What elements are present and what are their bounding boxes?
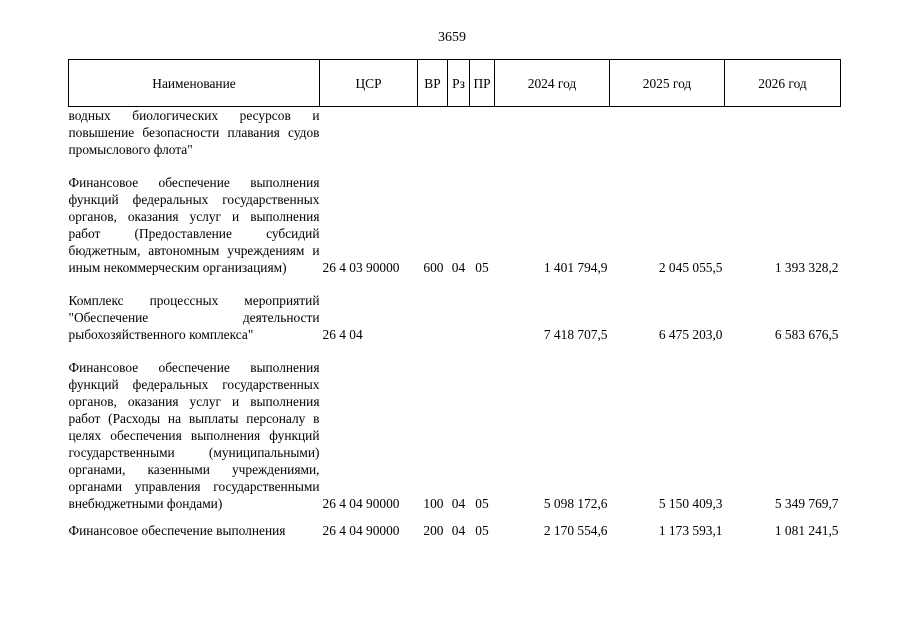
row-2024: 2 170 554,6 — [543, 523, 608, 538]
row-pr: 05 — [475, 496, 489, 511]
column-header-vr: ВР — [418, 60, 448, 107]
table-row — [69, 359, 841, 512]
row-name: Финансовое обеспечение выполнения функций федеральных государственных органов, оказания услуг и выполнения работ (Расходы на выплаты персоналу в целях обеспечения выполнения функций государственными (муниципальными) органами, казенными учреждениями, органами управления государственными внебюджетными фондами) — [68, 360, 320, 511]
row-2024: 7 418 707,5 — [543, 327, 608, 342]
column-header-2025: 2025 год — [610, 60, 725, 107]
row-2024: 5 098 172,6 — [543, 496, 608, 511]
column-header-csr: ЦСР — [320, 60, 418, 107]
row-2026: 6 583 676,5 — [774, 327, 839, 342]
table-row — [69, 292, 841, 343]
row-pr: 05 — [475, 260, 489, 275]
row-spacer — [69, 512, 841, 522]
budget-table — [68, 59, 841, 539]
row-vr: 200 — [423, 523, 444, 538]
row-2025: 2 045 055,5 — [658, 260, 723, 275]
row-2025: 1 173 593,1 — [658, 523, 723, 538]
row-2025 — [610, 107, 725, 159]
table-row — [69, 107, 841, 159]
page-number: 3659 — [438, 30, 466, 45]
row-rz — [448, 292, 470, 343]
row-rz: 04 — [451, 496, 466, 511]
row-2025: 6 475 203,0 — [658, 327, 723, 342]
row-2026: 5 349 769,7 — [774, 496, 839, 511]
table-row — [69, 522, 841, 539]
row-name: Комплекс процессных мероприятий "Обеспечение деятельности рыбохозяйственного комплекса" — [68, 293, 320, 342]
row-pr — [470, 292, 495, 343]
column-header-2026: 2026 год — [725, 60, 841, 107]
row-spacer — [69, 276, 841, 292]
row-2024: 1 401 794,9 — [543, 260, 608, 275]
table-row — [69, 174, 841, 276]
column-header-pr: ПР — [470, 60, 495, 107]
column-header-rz: Рз — [448, 60, 470, 107]
table-header-row — [69, 60, 841, 107]
row-2026: 1 393 328,2 — [774, 260, 839, 275]
row-name: Финансовое обеспечение выполнения — [68, 523, 286, 538]
row-rz: 04 — [451, 260, 466, 275]
row-csr: 26 4 04 90000 — [322, 496, 400, 511]
row-csr — [320, 107, 418, 159]
row-2025: 5 150 409,3 — [658, 496, 723, 511]
row-pr: 05 — [475, 523, 489, 538]
row-csr: 26 4 04 90000 — [322, 523, 400, 538]
column-header-name: Наименование — [69, 60, 320, 107]
row-name: водных биологических ресурсов и повышение безопасности плавания судов промыслового флота" — [68, 108, 320, 157]
row-2024 — [495, 107, 610, 159]
row-vr — [418, 292, 448, 343]
row-csr: 26 4 04 — [322, 327, 363, 342]
row-name: Финансовое обеспечение выполнения функций федеральных государственных органов, оказания услуг и выполнения работ (Предоставление субсидий бюджетным, автономным учреждениям и иным некоммерческим организациям) — [68, 175, 320, 275]
row-2026 — [725, 107, 841, 159]
row-vr — [418, 107, 448, 159]
row-2026: 1 081 241,5 — [774, 523, 839, 538]
row-rz: 04 — [451, 523, 466, 538]
row-spacer — [69, 158, 841, 174]
row-spacer — [69, 343, 841, 359]
row-pr — [470, 107, 495, 159]
row-rz — [448, 107, 470, 159]
column-header-2024: 2024 год — [495, 60, 610, 107]
row-csr: 26 4 03 90000 — [322, 260, 400, 275]
row-vr: 100 — [423, 496, 444, 511]
row-vr: 600 — [423, 260, 444, 275]
